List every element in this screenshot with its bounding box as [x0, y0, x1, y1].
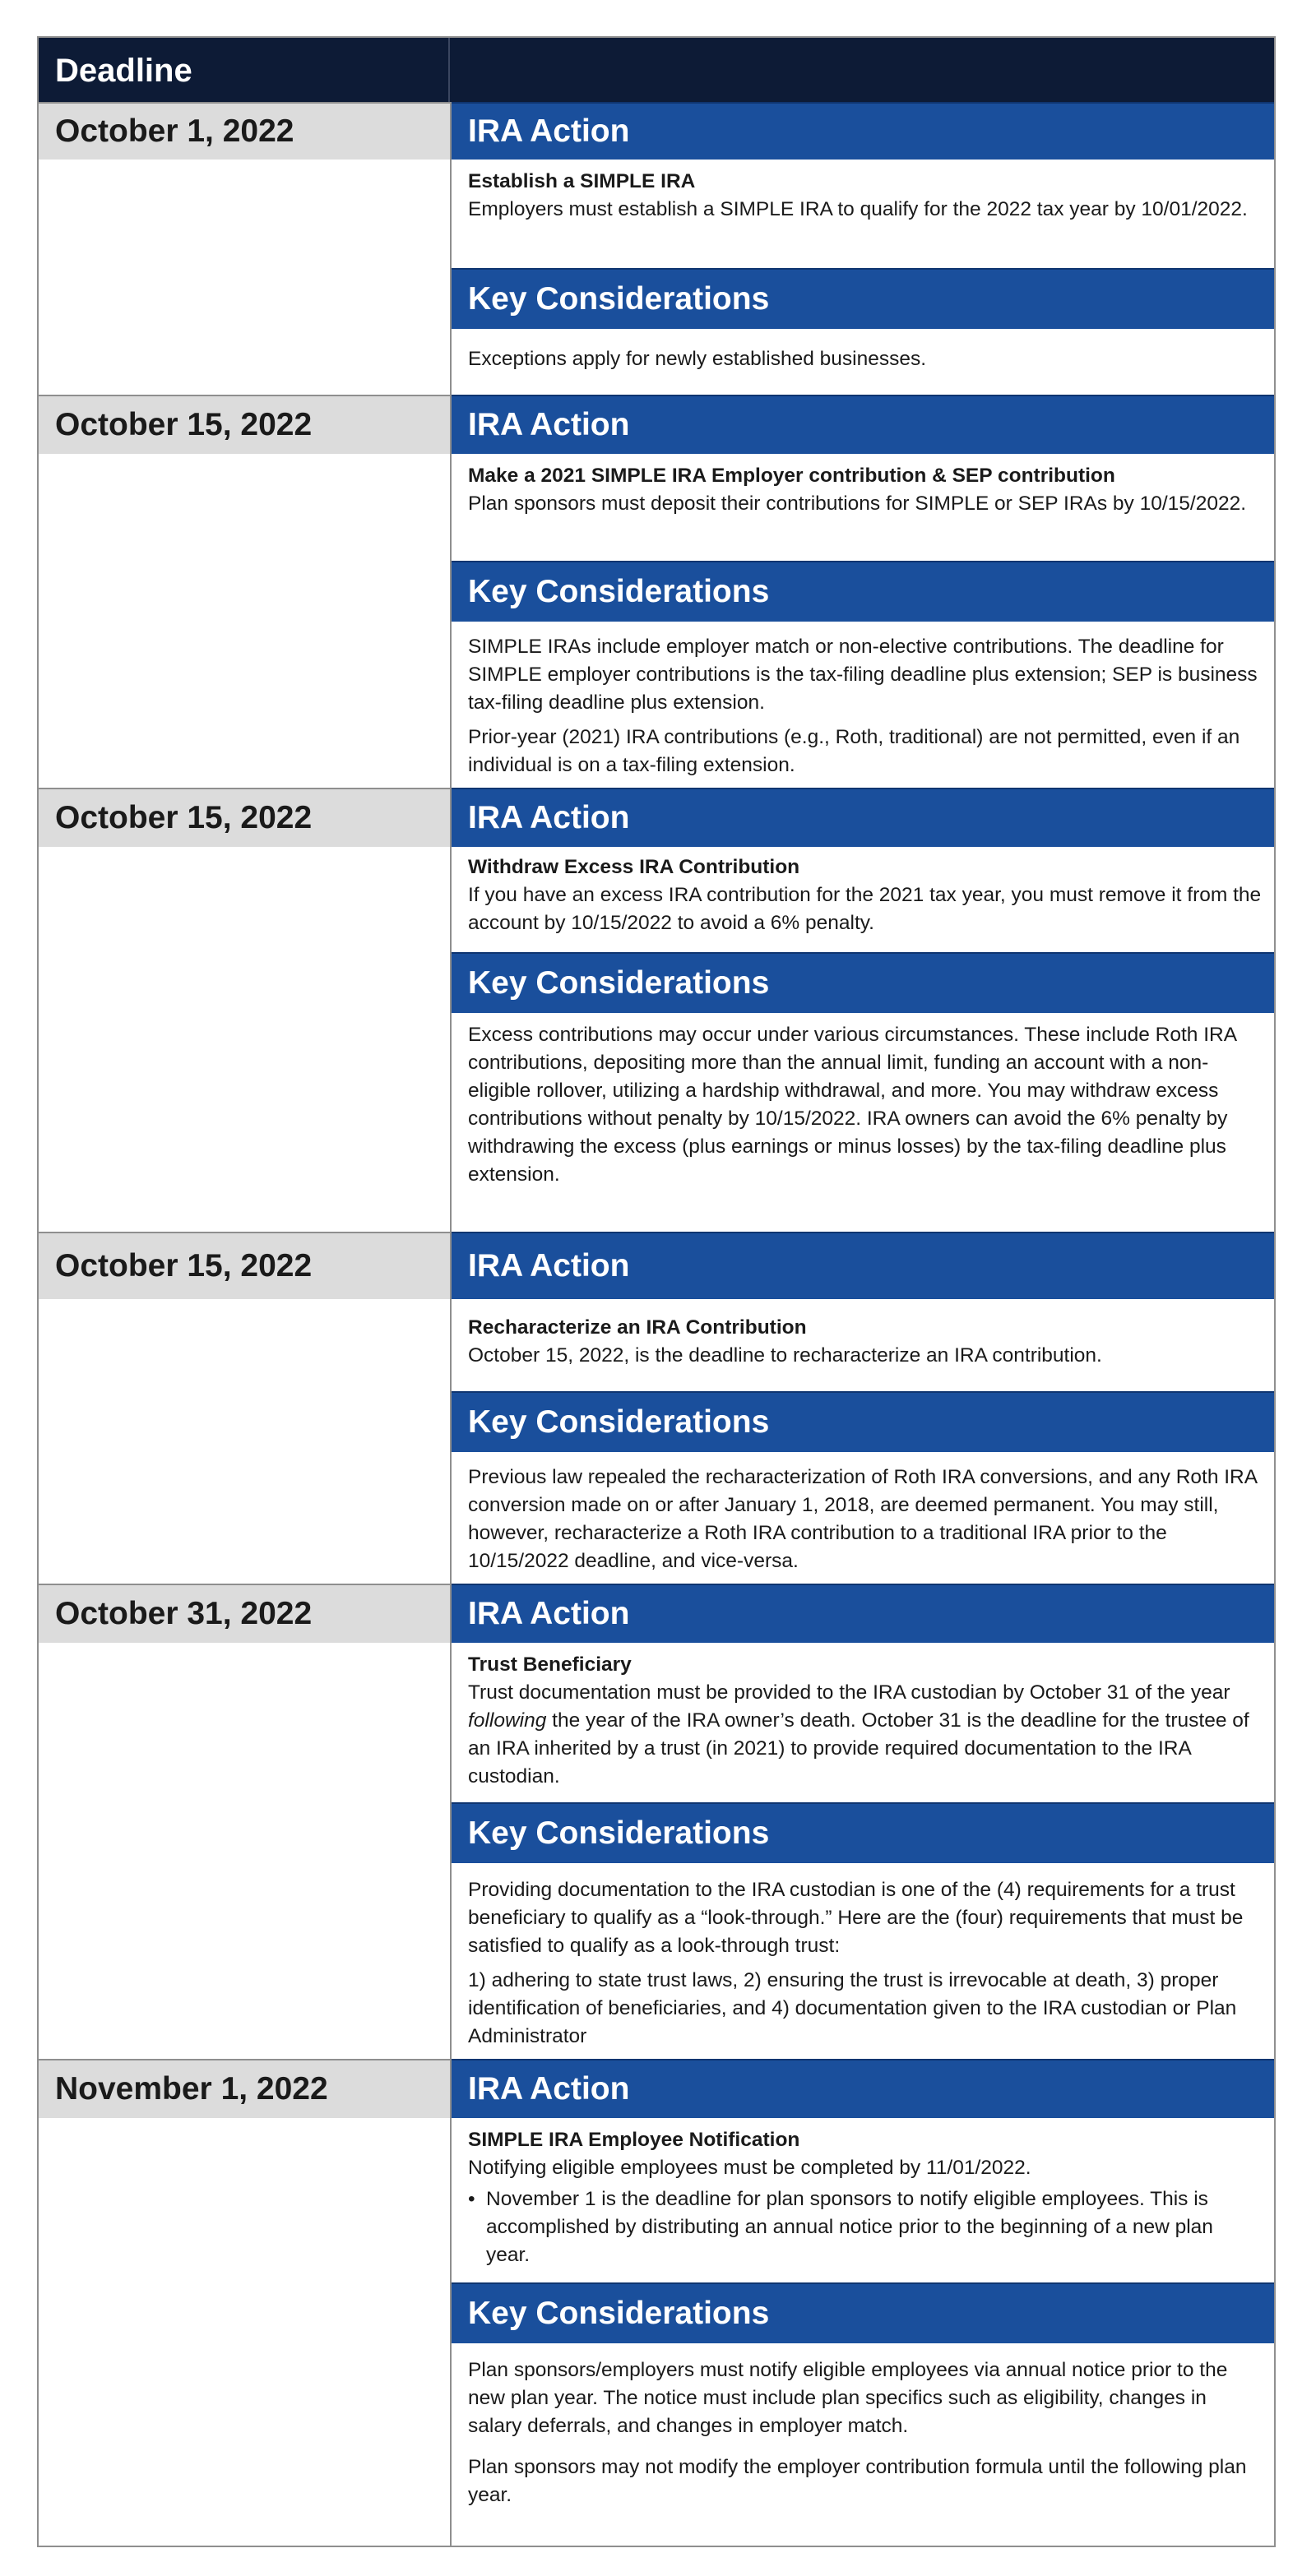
row-2-ira-action-label: IRA Action	[468, 407, 630, 442]
row-1-date-cell	[39, 102, 450, 160]
row-4-key-body	[468, 1464, 1262, 1575]
row-4-date-cell	[39, 1232, 450, 1299]
deadline-header-label: Deadline	[55, 53, 192, 89]
row-4-ira-action-bar	[452, 1232, 1276, 1299]
row-3-action-body	[468, 853, 1262, 937]
row-1-key-paragraph-1: Exceptions apply for newly established businesses.	[468, 348, 927, 370]
row-6-key-considerations-label: Key Considerations	[468, 2296, 770, 2331]
row-1-date: October 1, 2022	[55, 113, 294, 149]
row-6-action-text: Notifying eligible employees must be completed by 11/01/2022.	[468, 2157, 1031, 2179]
row-5-action-text-emphasis: following	[468, 1709, 547, 1732]
row-6-ira-action-bar	[452, 2059, 1276, 2118]
row-2-action-title: Make a 2021 SIMPLE IRA Employer contribution & SEP contribution	[468, 465, 1115, 487]
row-5-action-text-before: Trust documentation must be provided to the IRA custodian by October 31 of the year	[468, 1681, 1230, 1704]
row-2-key-considerations-label: Key Considerations	[468, 574, 770, 609]
ira-deadline-table	[37, 36, 1276, 2547]
row-3-key-body	[468, 1021, 1262, 1189]
row-2-date-cell	[39, 395, 450, 454]
row-3-ira-action-bar	[452, 788, 1276, 847]
row-3-action-title: Withdraw Excess IRA Contribution	[468, 856, 800, 878]
row-2-ira-action-bar	[452, 395, 1276, 454]
row-6-date-cell	[39, 2059, 450, 2118]
row-5-key-considerations-bar	[452, 1802, 1276, 1863]
row-3-ira-action-label: IRA Action	[468, 800, 630, 835]
row-6-action-body	[468, 2126, 1262, 2269]
row-5-ira-action-label: IRA Action	[468, 1596, 630, 1631]
row-6-date: November 1, 2022	[55, 2071, 328, 2107]
row-5-key-paragraph-2: 1) adhering to state trust laws, 2) ensuring the trust is irrevocable at death, 3) proper identification of beneficiaries, and 4) documentation given to the IRA custodian or Plan Administrator	[468, 1969, 1237, 2047]
row-1-ira-action-label: IRA Action	[468, 113, 630, 149]
row-1-key-body	[468, 345, 1262, 373]
row-2-action-body	[468, 462, 1262, 518]
deadline-header-cell	[39, 38, 450, 102]
row-5-ira-action-bar	[452, 1584, 1276, 1643]
row-4-ira-action-label: IRA Action	[468, 1248, 630, 1283]
row-5-key-considerations-label: Key Considerations	[468, 1815, 770, 1851]
row-5-date-cell	[39, 1584, 450, 1643]
row-1-action-title: Establish a SIMPLE IRA	[468, 170, 696, 192]
row-1-key-considerations-bar	[452, 268, 1276, 329]
row-2-date: October 15, 2022	[55, 407, 313, 442]
row-1-ira-action-bar	[452, 102, 1276, 160]
row-1-action-body	[468, 168, 1262, 224]
row-1-action-text: Employers must establish a SIMPLE IRA to qualify for the 2022 tax year by 10/01/2022.	[468, 198, 1248, 220]
row-4-action-body	[468, 1314, 1262, 1370]
row-3-key-considerations-bar	[452, 952, 1276, 1013]
row-5-action-text-after: the year of the IRA owner’s death. October 31 is the deadline for the trustee of an IRA inherited by a trust (in 2021) to provide required documentation to the IRA custodian.	[468, 1709, 1249, 1787]
row-6-key-considerations-bar	[452, 2282, 1276, 2343]
row-2-key-considerations-bar	[452, 561, 1276, 622]
row-6-action-bullet: • November 1 is the deadline for plan sponsors to notify eligible employees. This is accomplished by distributing an annual notice prior to the beginning of a new plan year.	[468, 2185, 1262, 2269]
row-5-date: October 31, 2022	[55, 1596, 313, 1631]
row-2-key-body	[468, 633, 1262, 779]
row-2-key-paragraph-2: Prior-year (2021) IRA contributions (e.g., Roth, traditional) are not permitted, even if an individual is on a tax-filing extension.	[468, 726, 1240, 776]
row-2-key-paragraph-1: SIMPLE IRAs include employer match or non-elective contributions. The deadline for SIMPLE employer contributions is the tax-filing deadline plus extension; SEP is business tax-filing deadline plus extension.	[468, 636, 1258, 714]
row-6-key-body	[468, 2356, 1262, 2509]
row-6-ira-action-label: IRA Action	[468, 2071, 630, 2107]
row-6-key-paragraph-1: Plan sponsors/employers must notify eligible employees via annual notice prior to the new plan year. The notice must include plan specifics such as eligibility, changes in salary deferrals, and changes in employer match.	[468, 2359, 1228, 2437]
row-2-action-text: Plan sponsors must deposit their contributions for SIMPLE or SEP IRAs by 10/15/2022.	[468, 493, 1247, 515]
row-3-date: October 15, 2022	[55, 800, 313, 835]
row-3-key-considerations-label: Key Considerations	[468, 965, 770, 1001]
row-6-action-title: SIMPLE IRA Employee Notification	[468, 2129, 800, 2151]
row-5-action-body	[468, 1651, 1262, 1791]
row-5-key-body	[468, 1876, 1262, 2051]
row-4-key-paragraph-1: Previous law repealed the recharacterization of Roth IRA conversions, and any Roth IRA conversion made on or after January 1, 2018, are deemed permanent. You may still, however, recharacterize a Roth IRA contribution to a traditional IRA prior to the 10/15/2022 deadline, and vice-versa.	[468, 1466, 1257, 1572]
row-4-key-considerations-bar	[452, 1391, 1276, 1452]
row-3-date-cell	[39, 788, 450, 847]
row-3-key-paragraph-1: Excess contributions may occur under various circumstances. These include Roth IRA contributions, depositing more than the annual limit, funding an account with a non-eligible rollover, utilizing a hardship withdrawal, and more. You may withdraw excess contributions without penalty by 10/15/2022. IRA owners can avoid the 6% penalty by withdrawing the excess (plus earnings or minus losses) by the tax-filing deadline plus extension.	[468, 1024, 1236, 1186]
row-1-key-considerations-label: Key Considerations	[468, 281, 770, 317]
row-3-action-text: If you have an excess IRA contribution for the 2021 tax year, you must remove it from the account by 10/15/2022 to avoid a 6% penalty.	[468, 884, 1262, 934]
row-4-key-considerations-label: Key Considerations	[468, 1404, 770, 1440]
row-5-action-text	[468, 1679, 1262, 1791]
row-5-action-title: Trust Beneficiary	[468, 1653, 632, 1676]
table-header	[39, 38, 1274, 102]
row-5-key-paragraph-1: Providing documentation to the IRA custodian is one of the (4) requirements for a trust beneficiary to qualify as a “look-through.” Here are the (four) requirements that must be satisfied to qualify as a look-through trust:	[468, 1879, 1244, 1957]
column-divider	[450, 102, 452, 2547]
row-4-action-title: Recharacterize an IRA Contribution	[468, 1316, 807, 1339]
row-4-action-text: October 15, 2022, is the deadline to recharacterize an IRA contribution.	[468, 1344, 1102, 1367]
row-4-date: October 15, 2022	[55, 1248, 313, 1283]
row-6-key-paragraph-2: Plan sponsors may not modify the employer contribution formula until the following plan year.	[468, 2456, 1247, 2506]
